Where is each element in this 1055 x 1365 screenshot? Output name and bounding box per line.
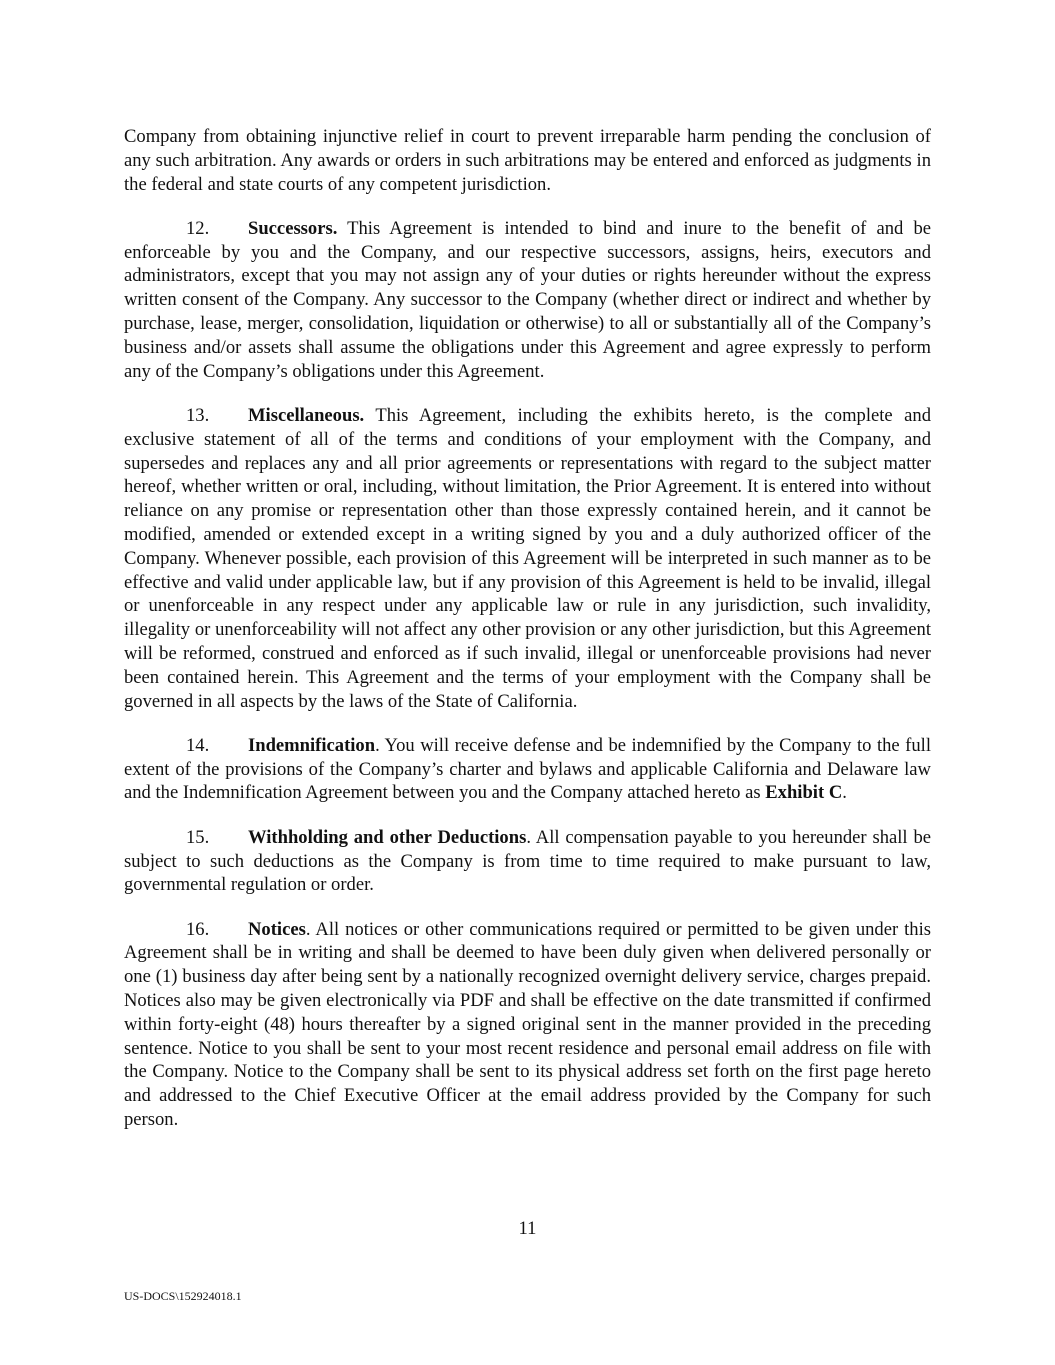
section-number: 16.	[186, 918, 210, 940]
exhibit-reference: Exhibit C	[765, 782, 843, 804]
section-text: . All compensation payable to you hereunder shall be subject to such deductions as the Company is from time to time required to make pursuant to law, governmental regulation or order.	[124, 826, 931, 896]
section-14-indemnification	[124, 734, 931, 805]
section-16-notices	[124, 918, 931, 1132]
section-text: . All notices or other communications required or permitted to be given under this Agreement shall be in writing and shall be deemed to have been duly given when delivered personally or one (1) business day after being sent by a nationally recognized overnight delivery service, charges prepaid. Notices also may be given electronically via PDF and shall be effective on the date transmitted if confirmed within forty-eight (48) hours thereafter by a signed original sent in the manner provided in the preceding sentence. Notice to you shall be sent to your most recent residence and personal email address on file with the Company. Notice to the Company shall be sent to its physical address set forth on the first page hereto and addressed to the Chief Executive Officer at the email address provided by the Company for such person.	[124, 918, 931, 1130]
section-text: . You will receive defense and be indemnified by the Company to the full extent of the provisions of the Company’s charter and bylaws and applicable California and Delaware law and the Indemnification Agreement between you and the Company attached hereto as	[124, 734, 931, 804]
section-heading: Indemnification	[248, 734, 376, 756]
section-13-miscellaneous	[124, 404, 931, 713]
document-footer-id: US-DOCS\152924018.1	[124, 1289, 242, 1303]
page-number: 11	[518, 1218, 537, 1239]
section-text: This Agreement is intended to bind and inure to the benefit of and be enforceable by you and the Company, and our respective successors, assigns, heirs, executors and administrators, except that you may not assign any of your duties or rights hereunder without the express written consent of the Company. Any successor to the Company (whether direct or indirect and whether by purchase, lease, merger, consolidation, liquidation or otherwise) to all or substantially all of the Company’s business and/or assets shall assume the obligations under this Agreement and agree expressly to perform any of the Company’s obligations under this Agreement.	[124, 217, 931, 382]
section-number: 14.	[186, 734, 210, 756]
section-heading: Notices	[248, 918, 306, 940]
section-15-withholding	[124, 826, 931, 897]
section-text: This Agreement, including the exhibits hereto, is the complete and exclusive statement of all of the terms and conditions of your employment with the Company, and supersedes and replaces any and all prior agreements or representations with regard to the subject matter hereof, whether written or oral, including, without limitation, the Prior Agreement. It is entered into without reliance on any promise or representation other than those expressly contained herein, and it cannot be modified, amended or extended except in a writing signed by you and a duly authorized officer of the Company. Whenever possible, each provision of this Agreement will be interpreted in such manner as to be effective and valid under applicable law, but if any provision of this Agreement is held to be invalid, illegal or unenforceable in any respect under any applicable law or rule in any jurisdiction, such invalidity, illegality or unenforceability will not affect any other provision or any other jurisdiction, but this Agreement will be reformed, construed and enforced as if such invalid, illegal or unenforceable provisions had never been contained herein. This Agreement and the terms of your employment with the Company shall be governed in all aspects by the laws of the State of California.	[124, 404, 931, 712]
section-number: 15.	[186, 826, 210, 848]
section-heading: Successors.	[248, 217, 338, 239]
section-text-end: .	[842, 782, 847, 804]
document-body	[124, 125, 931, 1152]
section-number: 12.	[186, 217, 210, 239]
section-number: 13.	[186, 404, 210, 426]
section-heading: Miscellaneous.	[248, 404, 365, 426]
section-12-successors	[124, 217, 931, 384]
continuation-paragraph: Company from obtaining injunctive relief in court to prevent irreparable harm pending the conclusion of any such arbitration. Any awards or orders in such arbitrations may be entered and enforced as judgments in the federal and state courts of any competent jurisdiction.	[124, 126, 931, 195]
section-heading: Withholding and other Deductions	[248, 826, 527, 848]
